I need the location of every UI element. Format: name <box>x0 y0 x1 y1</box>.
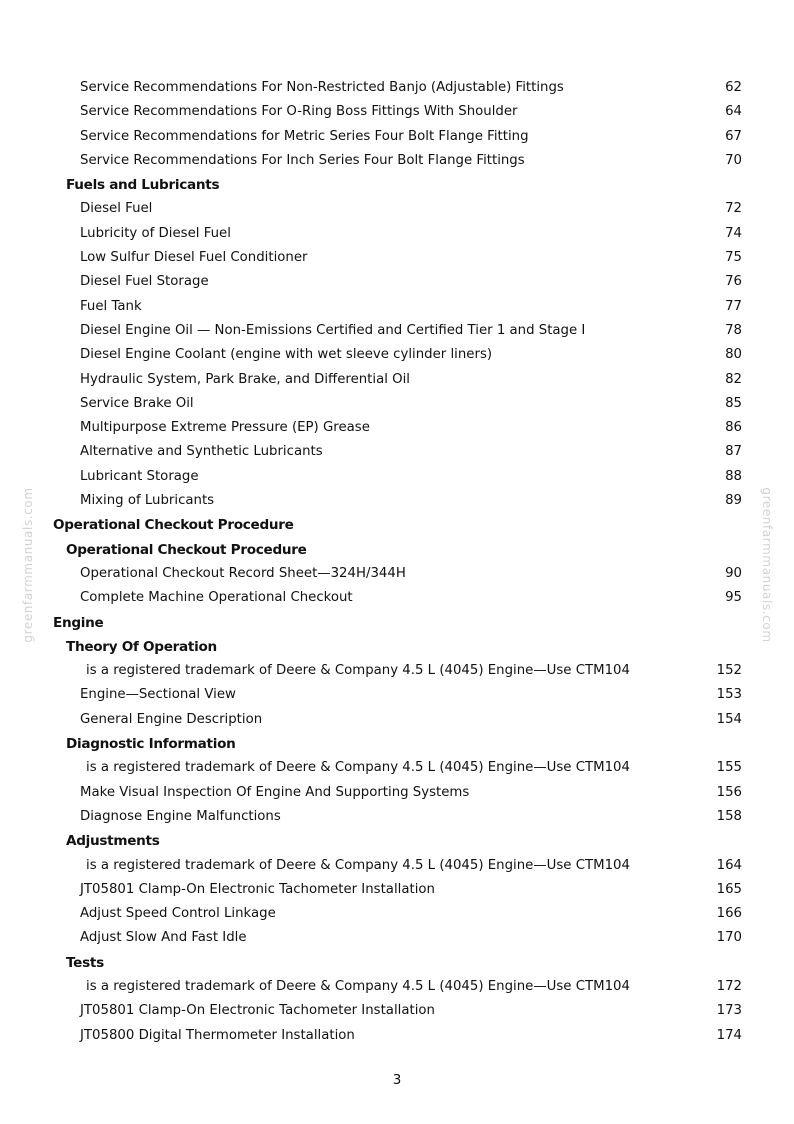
toc-entry[interactable] <box>0 926 794 950</box>
toc-entry[interactable] <box>0 708 794 732</box>
toc-entry-title: Diagnostic Information <box>66 736 236 753</box>
toc-entry-title: Service Brake Oil <box>80 395 194 411</box>
toc-entry-page: 82 <box>725 371 742 387</box>
toc-entry-title: Service Recommendations For O-Ring Boss Fittings With Shoulder <box>80 104 518 120</box>
toc-entry-page: 166 <box>716 906 742 922</box>
toc-entry[interactable] <box>0 586 794 610</box>
toc-entry-page: 75 <box>725 250 742 266</box>
toc-section-heading <box>0 173 794 197</box>
toc-entry-title: Low Sulfur Diesel Fuel Conditioner <box>80 250 308 266</box>
toc-entry-page: 72 <box>725 201 742 217</box>
toc-entry-title: General Engine Description <box>80 711 263 727</box>
toc-entry-page: 80 <box>725 347 742 363</box>
toc-entry-page: 95 <box>725 590 742 606</box>
toc-entry-page: 164 <box>716 857 742 873</box>
toc-entry[interactable] <box>0 125 794 149</box>
toc-entry-title: Hydraulic System, Park Brake, and Differential Oil <box>80 371 411 387</box>
toc-entry[interactable] <box>0 392 794 416</box>
toc-entry-title: JT05801 Clamp-On Electronic Tachometer Installation <box>80 881 435 897</box>
toc-section-heading <box>0 538 794 562</box>
toc-entry-title: Operational Checkout Procedure <box>66 541 307 558</box>
toc-entry-title: Service Recommendations For Non-Restricted Banjo (Adjustable) Fittings <box>80 80 564 95</box>
toc-entry-title: Diesel Fuel Storage <box>80 274 209 290</box>
toc-entry-page: 62 <box>725 80 742 95</box>
toc-entry-page: 88 <box>725 468 742 484</box>
toc-entry-page: 78 <box>725 322 742 338</box>
toc-chapter-heading <box>0 513 794 537</box>
toc-entry[interactable] <box>0 659 794 683</box>
toc-entry-title: Fuel Tank <box>80 298 142 314</box>
toc-entry-page: 170 <box>716 930 742 946</box>
toc-entry[interactable] <box>0 756 794 780</box>
toc-entry-page: 158 <box>716 808 742 824</box>
toc-entry-page: 86 <box>725 420 742 436</box>
toc-entry[interactable] <box>0 440 794 464</box>
toc-entry-page: 74 <box>725 225 742 241</box>
toc-entry[interactable] <box>0 1024 794 1048</box>
table-of-contents <box>0 76 794 1048</box>
toc-entry-page: 165 <box>716 881 742 897</box>
toc-section-heading <box>0 635 794 659</box>
toc-entry-page: 154 <box>716 711 742 727</box>
toc-entry-title: JT05801 Clamp-On Electronic Tachometer Installation <box>80 1003 435 1019</box>
toc-entry-page: 153 <box>716 687 742 703</box>
toc-entry-title: is a registered trademark of Deere & Company 4.5 L (4045) Engine—Use CTM104 <box>86 760 630 776</box>
toc-entry[interactable] <box>0 295 794 319</box>
toc-entry-title: Adjust Slow And Fast Idle <box>80 930 247 946</box>
toc-entry-page: 156 <box>716 784 742 800</box>
toc-entry[interactable] <box>0 246 794 270</box>
toc-entry-title: Theory Of Operation <box>66 638 217 655</box>
toc-entry-title: Alternative and Synthetic Lubricants <box>80 444 323 460</box>
toc-entry-title: Engine <box>53 614 104 631</box>
toc-section-heading <box>0 829 794 853</box>
toc-section-heading <box>0 951 794 975</box>
toc-entry-page: 155 <box>716 760 742 776</box>
toc-entry-title: Diesel Engine Oil — Non-Emissions Certified and Certified Tier 1 and Stage I <box>80 322 586 338</box>
toc-entry-title: Diesel Engine Coolant (engine with wet sleeve cylinder liners) <box>80 347 493 363</box>
toc-entry-page: 67 <box>725 128 742 144</box>
toc-entry-title: Adjust Speed Control Linkage <box>80 906 276 922</box>
toc-entry[interactable] <box>0 999 794 1023</box>
toc-section-heading <box>0 732 794 756</box>
toc-entry-title: is a registered trademark of Deere & Company 4.5 L (4045) Engine—Use CTM104 <box>86 663 630 679</box>
toc-entry[interactable] <box>0 683 794 707</box>
toc-entry-title: Service Recommendations for Metric Series Four Bolt Flange Fitting <box>80 128 529 144</box>
toc-entry-page: 172 <box>716 978 742 994</box>
toc-entry-page: 174 <box>716 1027 742 1043</box>
toc-entry-title: Lubricity of Diesel Fuel <box>80 225 231 241</box>
toc-entry-title: Tests <box>66 954 104 971</box>
toc-entry[interactable] <box>0 222 794 246</box>
toc-entry-title: Make Visual Inspection Of Engine And Supporting Systems <box>80 784 470 800</box>
page-number: 3 <box>392 1072 402 1088</box>
toc-entry-title: Engine—Sectional View <box>80 687 236 703</box>
toc-entry[interactable] <box>0 197 794 221</box>
toc-entry[interactable] <box>0 854 794 878</box>
watermark-right: greenfarmmanuals.com <box>760 487 774 643</box>
toc-entry-title: Multipurpose Extreme Pressure (EP) Grease <box>80 420 370 436</box>
toc-entry-title: is a registered trademark of Deere & Company 4.5 L (4045) Engine—Use CTM104 <box>86 857 630 873</box>
toc-entry-page: 87 <box>725 444 742 460</box>
toc-entry[interactable] <box>0 805 794 829</box>
toc-entry-page: 64 <box>725 104 742 120</box>
toc-entry-title: is a registered trademark of Deere & Company 4.5 L (4045) Engine—Use CTM104 <box>86 978 630 994</box>
toc-entry-title: Diesel Fuel <box>80 201 153 217</box>
toc-entry-title: Service Recommendations For Inch Series Four Bolt Flange Fittings <box>80 152 525 168</box>
toc-entry[interactable] <box>0 270 794 294</box>
toc-entry-title: JT05800 Digital Thermometer Installation <box>80 1027 355 1043</box>
toc-entry[interactable] <box>0 343 794 367</box>
toc-entry[interactable] <box>0 319 794 343</box>
toc-entry[interactable] <box>0 416 794 440</box>
toc-entry[interactable] <box>0 489 794 513</box>
toc-entry-title: Lubricant Storage <box>80 468 199 484</box>
toc-entry-title: Mixing of Lubricants <box>80 493 215 509</box>
toc-entry-page: 70 <box>725 152 742 168</box>
toc-chapter-heading <box>0 611 794 635</box>
toc-entry-title: Adjustments <box>66 833 160 850</box>
toc-entry[interactable] <box>0 902 794 926</box>
toc-entry[interactable] <box>0 76 794 100</box>
watermark-left: greenfarmmanuals.com <box>21 487 35 643</box>
toc-entry-page: 85 <box>725 395 742 411</box>
toc-entry-page: 89 <box>725 493 742 509</box>
toc-entry-title: Operational Checkout Record Sheet—324H/344H <box>80 565 406 581</box>
toc-entry[interactable] <box>0 149 794 173</box>
toc-entry-title: Operational Checkout Procedure <box>53 517 294 534</box>
toc-entry-page: 173 <box>716 1003 742 1019</box>
toc-entry-page: 152 <box>716 663 742 679</box>
toc-entry-title: Fuels and Lubricants <box>66 177 220 194</box>
toc-entry-page: 90 <box>725 565 742 581</box>
toc-entry[interactable] <box>0 781 794 805</box>
toc-entry-page: 77 <box>725 298 742 314</box>
toc-entry-title: Diagnose Engine Malfunctions <box>80 808 281 824</box>
toc-entry-page: 76 <box>725 274 742 290</box>
toc-entry[interactable] <box>0 975 794 999</box>
toc-entry[interactable] <box>0 368 794 392</box>
toc-entry-title: Complete Machine Operational Checkout <box>80 590 353 606</box>
toc-entry[interactable] <box>0 562 794 586</box>
toc-entry[interactable] <box>0 465 794 489</box>
toc-entry[interactable] <box>0 878 794 902</box>
toc-entry[interactable] <box>0 100 794 124</box>
